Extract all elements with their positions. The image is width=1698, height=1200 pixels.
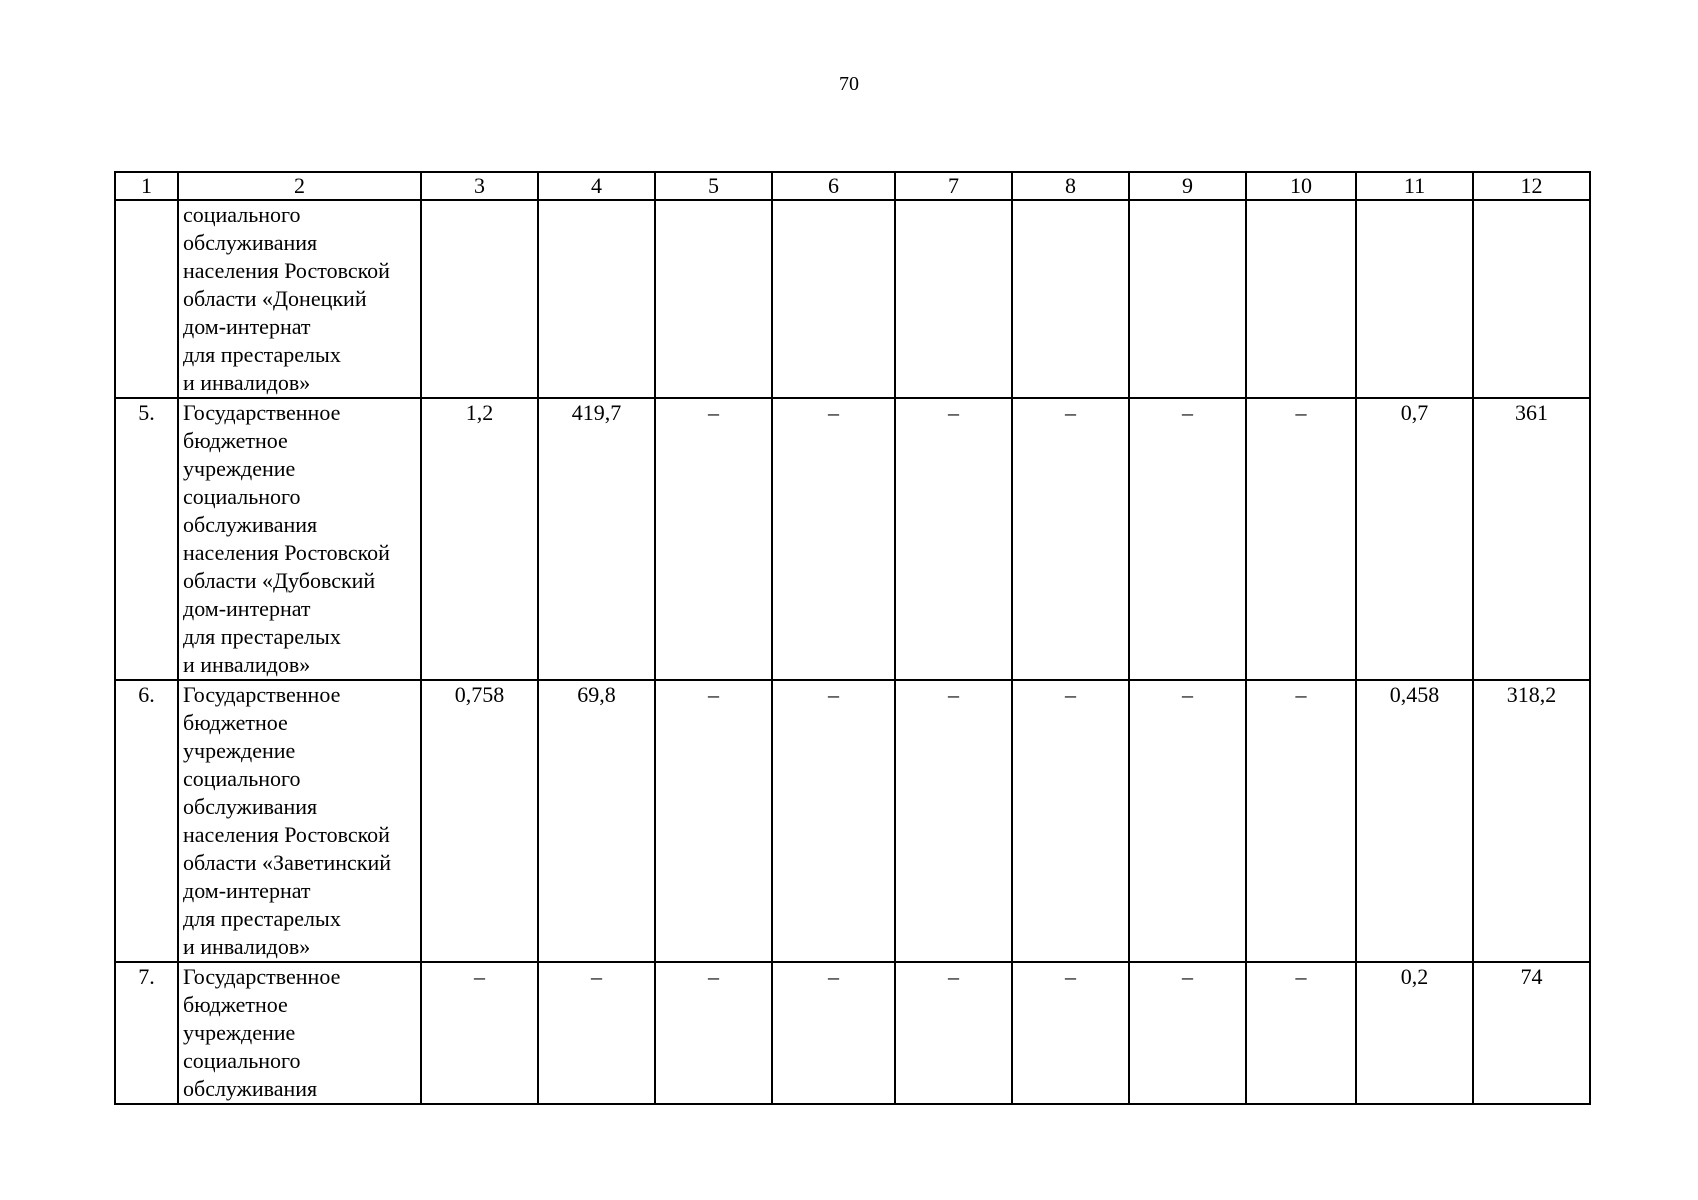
row-number [115, 200, 178, 398]
table-cell [1246, 200, 1356, 398]
table-cell: – [655, 962, 772, 1104]
column-header: 2 [178, 172, 421, 200]
row-number: 6. [115, 680, 178, 962]
table-row [115, 200, 1590, 398]
table-cell: – [1012, 398, 1129, 680]
row-number: 7. [115, 962, 178, 1104]
table-cell: – [1246, 680, 1356, 962]
data-table [114, 171, 1591, 1105]
institution-name: Государственное бюджетное учреждение социального обслуживания населения Ростовской области «Дубовский дом-интернат для престарелых и инвалидов» [178, 398, 421, 680]
table-cell: – [1012, 962, 1129, 1104]
table-cell: – [895, 398, 1012, 680]
column-header: 10 [1246, 172, 1356, 200]
table-cell [1473, 200, 1590, 398]
table-cell: 0,458 [1356, 680, 1473, 962]
institution-name: Государственное бюджетное учреждение социального обслуживания [178, 962, 421, 1104]
table-cell: 0,2 [1356, 962, 1473, 1104]
table-row [115, 398, 1590, 680]
table-row [115, 962, 1590, 1104]
table-cell: – [1129, 398, 1246, 680]
column-header: 8 [1012, 172, 1129, 200]
table-cell: – [538, 962, 655, 1104]
table-cell: 419,7 [538, 398, 655, 680]
table-cell: – [895, 962, 1012, 1104]
page-number: 70 [839, 73, 859, 95]
table-cell: – [1246, 398, 1356, 680]
column-header: 11 [1356, 172, 1473, 200]
table-cell: 74 [1473, 962, 1590, 1104]
table-cell: 0,7 [1356, 398, 1473, 680]
institution-name: Государственное бюджетное учреждение социального обслуживания населения Ростовской области «Заветинский дом-интернат для престарелых и инвалидов» [178, 680, 421, 962]
header-row [115, 172, 1590, 200]
table-cell [1356, 200, 1473, 398]
row-number: 5. [115, 398, 178, 680]
table-cell: – [895, 680, 1012, 962]
table-cell: – [655, 398, 772, 680]
table-cell: – [655, 680, 772, 962]
table-cell: – [772, 398, 895, 680]
table-cell [772, 200, 895, 398]
table-cell [538, 200, 655, 398]
table-row [115, 680, 1590, 962]
column-header: 3 [421, 172, 538, 200]
table-cell: – [772, 962, 895, 1104]
institution-name: социального обслуживания населения Ростовской области «Донецкий дом-интернат для престарелых и инвалидов» [178, 200, 421, 398]
table-cell: – [1129, 680, 1246, 962]
table-cell: 361 [1473, 398, 1590, 680]
column-header: 4 [538, 172, 655, 200]
column-header: 7 [895, 172, 1012, 200]
table-cell: 0,758 [421, 680, 538, 962]
table-cell: 318,2 [1473, 680, 1590, 962]
table-cell [421, 200, 538, 398]
table-cell: – [1012, 680, 1129, 962]
column-header: 9 [1129, 172, 1246, 200]
table-cell [895, 200, 1012, 398]
table-cell: 1,2 [421, 398, 538, 680]
table-cell: – [421, 962, 538, 1104]
table-cell: 69,8 [538, 680, 655, 962]
column-header: 12 [1473, 172, 1590, 200]
table-cell: – [772, 680, 895, 962]
table-cell [1012, 200, 1129, 398]
column-header: 6 [772, 172, 895, 200]
table-cell: – [1129, 962, 1246, 1104]
table-cell: – [1246, 962, 1356, 1104]
column-header: 1 [115, 172, 178, 200]
table-cell [1129, 200, 1246, 398]
table-cell [655, 200, 772, 398]
column-header: 5 [655, 172, 772, 200]
